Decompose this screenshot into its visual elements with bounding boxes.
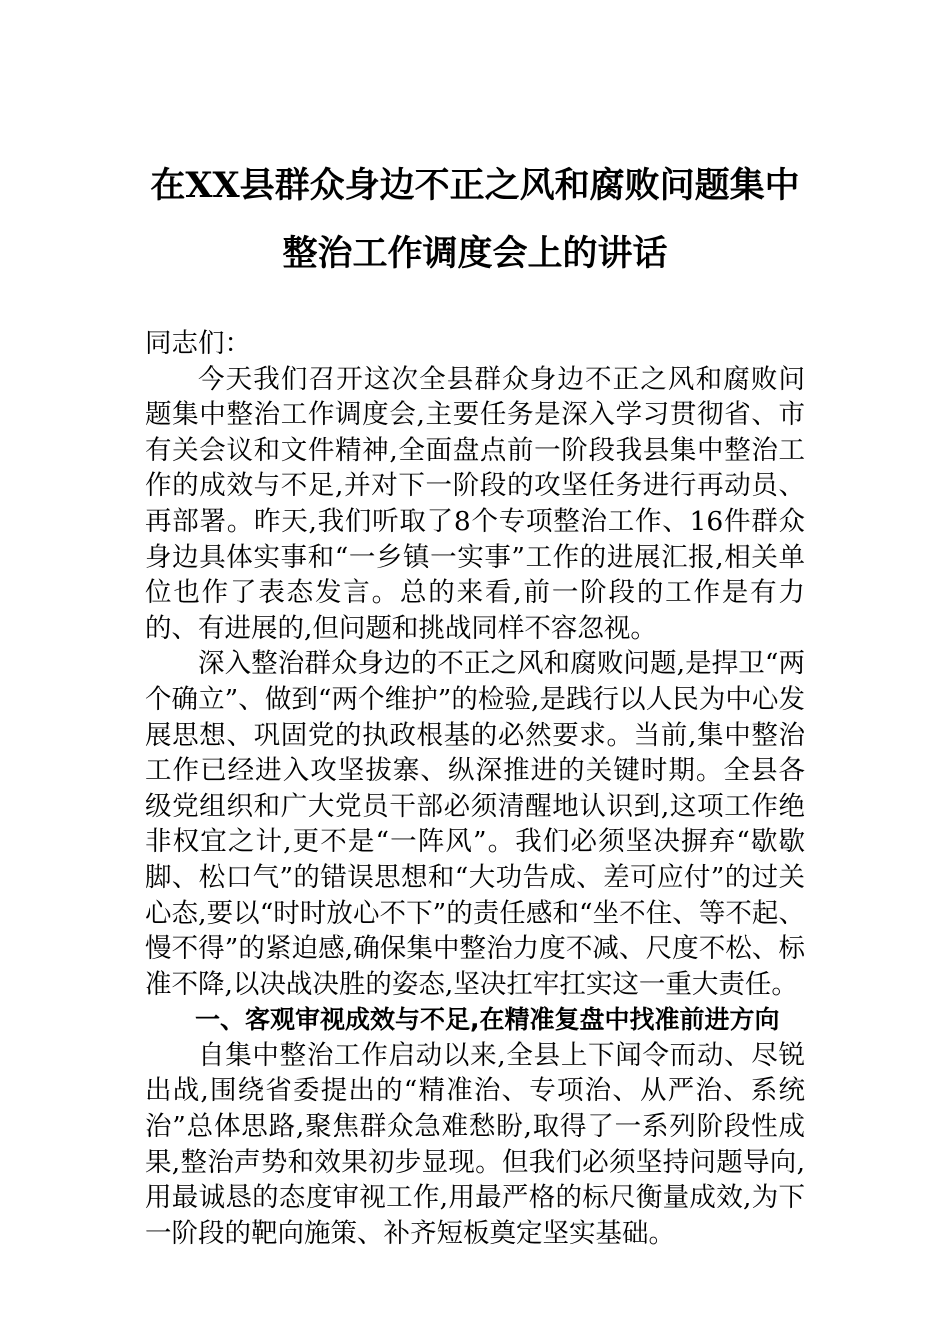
- section-1-paragraph: 自集中整治工作启动以来,全县上下闻令而动、尽锐出战,围绕省委提出的“精准治、专项治、从严治、系统治”总体思路,聚焦群众急难愁盼,取得了一系列阶段性成果,整治声势和效果初步显现。但我们必须坚持问题导向,用最诚恳的态度审视工作,用最严格的标尺衡量成效,为下一阶段的靶向施策、补齐短板奠定坚实基础。: [145, 1039, 805, 1249]
- salutation: 同志们：: [145, 328, 251, 359]
- paragraph-significance: 深入整治群众身边的不正之风和腐败问题,是捍卫“两个确立”、做到“两个维护”的检验,是践行以人民为中心发展思想、巩固党的执政根基的必然要求。当前,集中整治工作已经进入攻坚拔寨、纵深推进的关键时期。全县各级党组织和广大党员干部必须清醒地认识到,这项工作绝非权宜之计,更不是“一阵风”。我们必须坚决摒弃“歇歇脚、松口气”的错误思想和“大功告成、差可应付”的过关心态,要以“时时放心不下”的责任感和“坐不住、等不起、慢不得”的紧迫感,确保集中整治力度不减、尺度不松、标准不降,以决战决胜的姿态,坚决扛牢扛实这一重大责任。: [145, 648, 805, 1000]
- document-body: [145, 326, 805, 1251]
- paragraph-opening: 今天我们召开这次全县群众身边不正之风和腐败问题集中整治工作调度会,主要任务是深入学习贯彻省、市有关会议和文件精神,全面盘点前一阶段我县集中整治工作的成效与不足,并对下一阶段的攻坚任务进行再动员、再部署。昨天,我们听取了8个专项整治工作、16件群众身边具体实事和“一乡镇一实事”工作的进展汇报,相关单位也作了表态发言。总的来看,前一阶段的工作是有力的、有进展的,但问题和挑战同样不容忽视。: [145, 363, 805, 644]
- section-heading-1: 一、客观审视成效与不足,在精准复盘中找准前进方向: [195, 1005, 780, 1035]
- document-title-line-2: 整治工作调度会上的讲话: [282, 233, 668, 274]
- document-title-line-1: 在XX县群众身边不正之风和腐败问题集中: [150, 165, 800, 206]
